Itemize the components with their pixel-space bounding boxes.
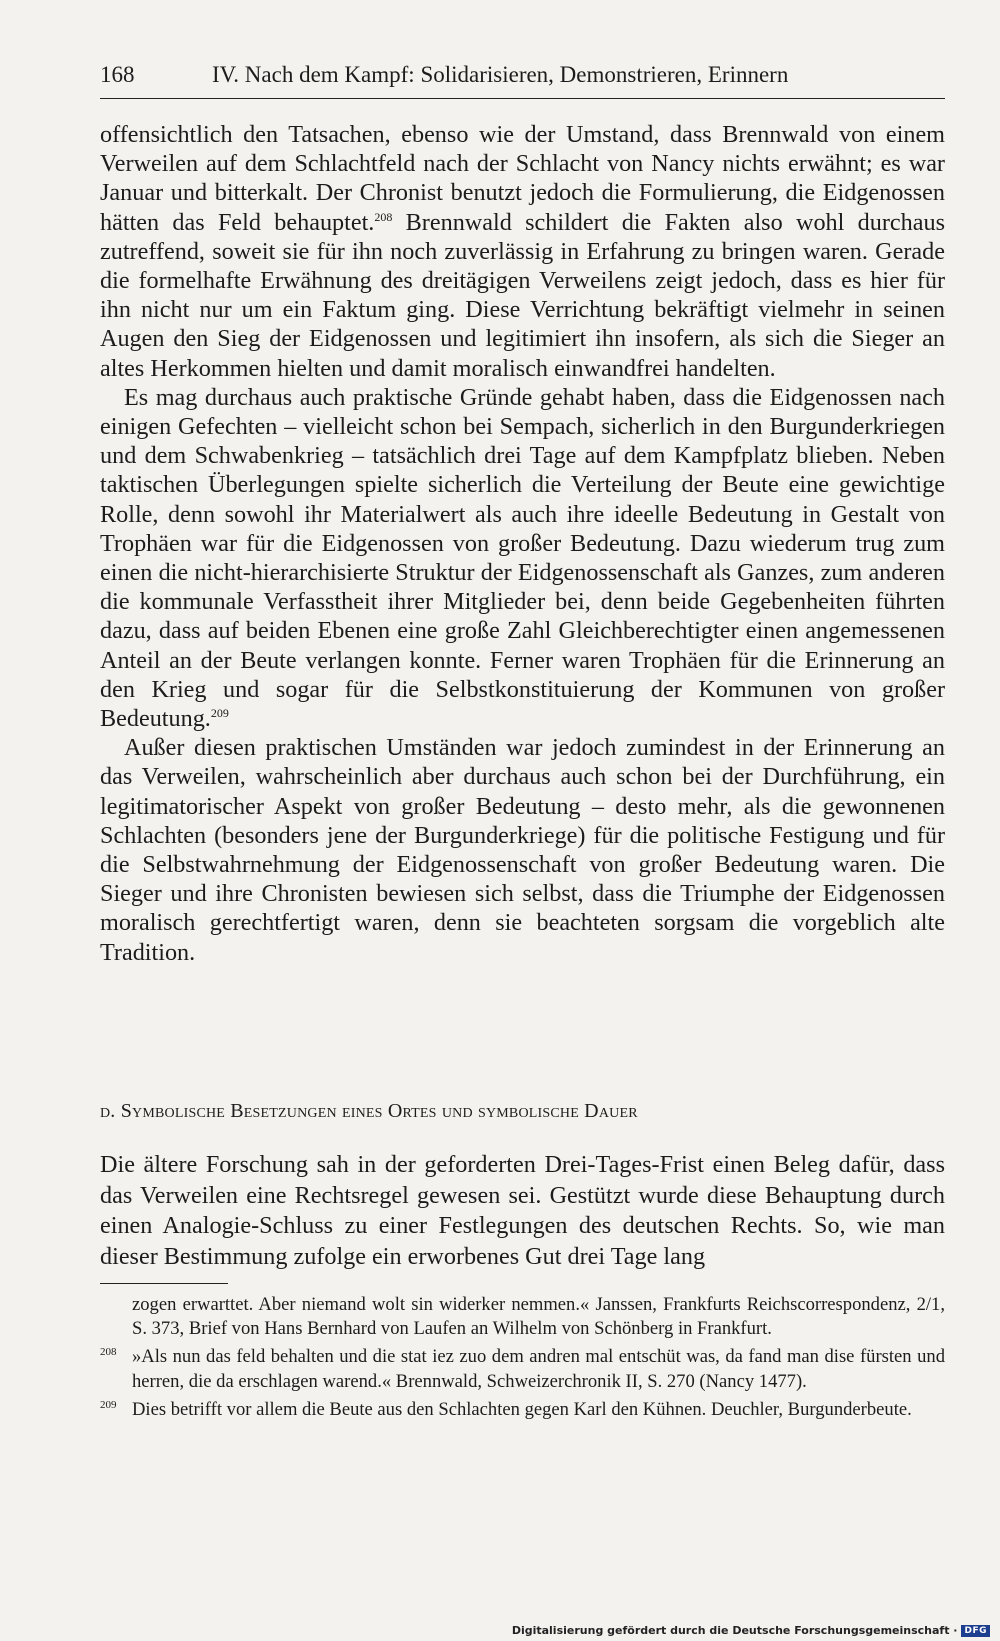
footnote-ref-209[interactable]: 209 [210, 706, 229, 721]
footnote-number: 208 [100, 1346, 117, 1359]
paragraph-2 [100, 383, 945, 733]
footnote-text: Dies betrifft vor allem die Beute aus den Schlachten gegen Karl den Kühnen. Deuchler, Burgunderbeute. [132, 1398, 912, 1420]
footnote-continued [100, 1293, 945, 1341]
footnote-text: »Als nun das feld behalten und die stat iez zuo dem andren mal entschüt was, da fand man dise fürsten und herren, die da erschlagen warend.« Brennwald, Schweizerchronik II, S. 270 (Nancy 1477). [132, 1346, 945, 1392]
digitization-credit [512, 1624, 990, 1637]
running-title: IV. Nach dem Kampf: Solidarisieren, Demonstrieren, Erinnern [212, 62, 789, 87]
section-body-text [100, 1150, 945, 1272]
footnote-rule [100, 1283, 228, 1284]
section-paragraph: Die ältere Forschung sah in der geforderten Drei-Tages-Frist einen Beleg dafür, dass das Verweilen eine Rechtsregel gewesen sei. Gestützt wurde diese Behauptung durch einen Analogie-Schluss zu einer Festlegungen des deutschen Rechts. So, wie man dieser Bestimmung zufolge ein erworbenes Gut drei Tage lang [100, 1151, 945, 1270]
section-heading: d. Symbolische Besetzungen eines Ortes und symbolische Dauer [100, 1100, 638, 1122]
footnote-text: zogen erwarttet. Aber niemand wolt sin widerker nemmen.« Janssen, Frankfurts Reichscorrespondenz, 2/1, S. 373, Brief von Hans Bernhard von Laufen an Wilhelm von Schönberg in Frankfurt. [132, 1294, 945, 1340]
footnote-number: 209 [100, 1398, 117, 1411]
credit-text: Digitalisierung gefördert durch die Deutsche Forschungsgemeinschaft · [511, 1624, 958, 1637]
header-rule [100, 98, 945, 99]
page-number: 168 [100, 62, 135, 87]
footnote-208 [100, 1345, 945, 1393]
dfg-logo-icon: DFG [961, 1625, 990, 1637]
paragraph-text: offensichtlich den Tatsachen, ebenso wie der Umstand, dass Brennwald von einem Verweilen auf dem Schlachtfeld nach der Schlacht von Nancy nichts erwähnt; es war Januar und bitterkalt. Der Chronist benutzt jedoch die Formulierung, die Eidgenossen hätten das Feld behauptet. [100, 121, 945, 236]
footnote-ref-208[interactable]: 208 [374, 209, 393, 224]
paragraph-text: Es mag durchaus auch praktische Gründe gehabt haben, dass die Eidgenossen nach einigen Gefechten – vielleicht schon bei Sempach, sicherlich in den Burgunderkriegen und dem Schwabenkrieg – tatsächlich drei Tage auf dem Kampfplatz blieben. Neben taktischen Überlegungen spielte sicherlich die Verteilung der Beute eine gewichtige Rolle, denn sowohl ihr Materialwert als auch ihre ideelle Bedeutung in Gestalt von Trophäen war für die Eidgenossen von großer Bedeutung. Dazu wiederum trug zum einen die nicht-hierarchisierte Struktur der Eidgenossenschaft als Ganzes, zum anderen die kommunale Verfasstheit ihrer Mitglieder bei, denn beide Gegebenheiten führten dazu, dass auf beiden Ebenen eine große Zahl Gleichberechtigter einen angemessenen Anteil an der Beute verlangen konnte. Ferner waren Trophäen für die Erinnerung an den Krieg und sogar für die Selbstkonstituierung der Kommunen von großer Bedeutung. [100, 383, 945, 733]
paragraph-text: Außer diesen praktischen Umständen war jedoch zumindest in der Erinnerung an das Verweilen, wahrscheinlich aber durchaus auch schon bei der Durchführung, ein legitimatorischer Aspekt von großer Bedeutung – desto mehr, als die gewonnenen Schlachten (besonders jene der Burgunderkriege) für die politische Festigung und für die Selbstwahrnehmung der Eidgenossenschaft von großer Bedeutung waren. Die Sieger und ihre Chronisten bewiesen sich selbst, dass die Triumphe der Eidgenossen moralisch gerechtfertigt waren, denn sie beachteten sorgsam die vorgeblich alte Tradition. [100, 734, 945, 966]
footnote-209 [100, 1398, 945, 1422]
paragraph-text: Brennwald schildert die Fakten also wohl durchaus zutreffend, soweit sie für ihn noch zuverlässig in Erfahrung zu bringen waren. Gerade die formelhafte Erwähnung des dreitägigen Verweilens zeigt jedoch, dass es hier für ihn nicht nur um ein Faktum ging. Diese Verrichtung bekräftigt vielmehr in seinen Augen den Sieg der Eidgenossen und legitimiert ihn insofern, als sich die Sieger an altes Herkommen hielten und damit moralisch einwandfrei handelten. [100, 208, 945, 382]
paragraph-1 [100, 120, 945, 383]
footnotes [100, 1293, 945, 1426]
paragraph-3 [100, 733, 945, 967]
body-text [100, 120, 945, 967]
running-header [100, 60, 945, 90]
